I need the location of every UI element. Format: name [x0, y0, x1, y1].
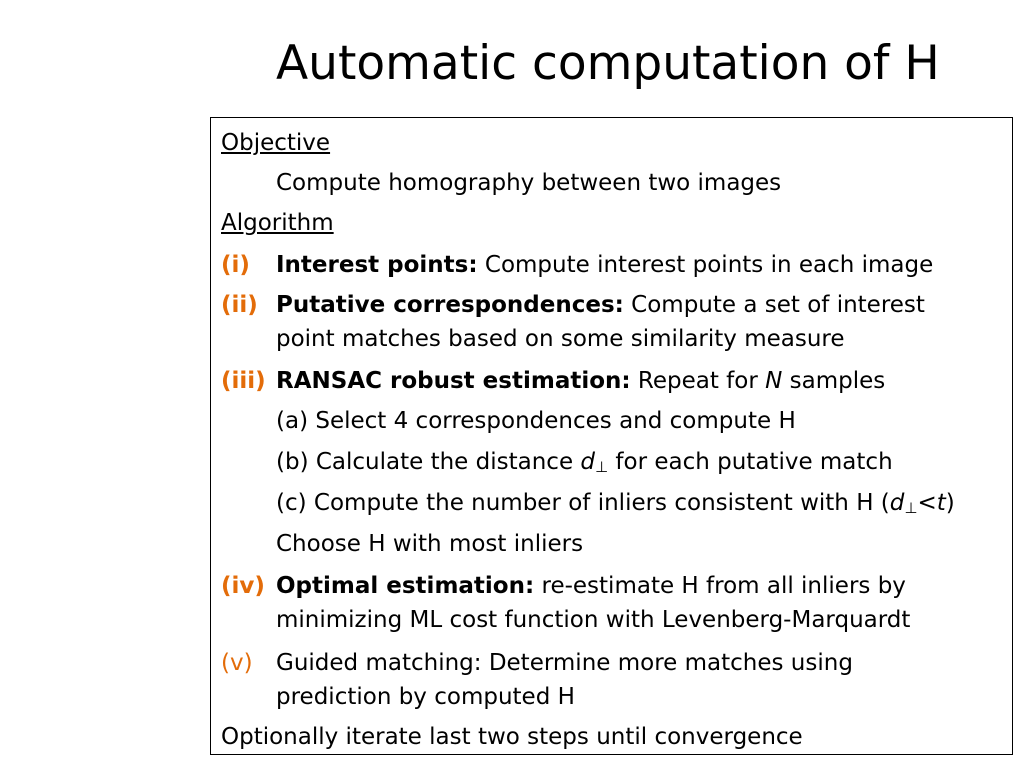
- step-ii-bold: Putative correspondences:: [276, 292, 624, 318]
- substep-c-t: t: [936, 490, 946, 516]
- substep-b-var: d: [580, 449, 596, 475]
- step-label-iii: (iii): [221, 368, 266, 394]
- step-iv: [276, 570, 906, 602]
- step-iii-var-n: N: [765, 368, 783, 394]
- algorithm-heading: Algorithm: [221, 210, 334, 236]
- step-label-iv: (iv): [221, 573, 265, 599]
- substep-b-pre: (b) Calculate the distance: [276, 449, 581, 475]
- ransac-choose: Choose H with most inliers: [276, 531, 584, 557]
- step-label-v: (v): [221, 650, 253, 676]
- substep-c-var: d: [889, 490, 905, 516]
- step-iv-text-line2: minimizing ML cost function with Levenberg-Marquardt: [276, 607, 911, 633]
- step-iv-text: re-estimate H from all inliers by: [534, 573, 906, 599]
- slide-title: Automatic computation of H: [276, 36, 940, 91]
- substep-c-sub: ⊥: [904, 499, 918, 517]
- step-i: [276, 249, 933, 281]
- step-label-ii: (ii): [221, 292, 258, 318]
- content-panel: [210, 117, 1013, 755]
- ransac-substep-b: [276, 446, 893, 483]
- step-iii-text: Repeat for: [630, 368, 766, 394]
- substep-c-post: ): [945, 490, 955, 516]
- step-ii-text-line2: point matches based on some similarity measure: [276, 326, 845, 352]
- step-iii-text-after: samples: [782, 368, 886, 394]
- step-v-text-line2: prediction by computed H: [276, 684, 575, 710]
- substep-c-pre: (c) Compute the number of inliers consistent with H (: [276, 490, 890, 516]
- step-i-text: Compute interest points in each image: [477, 252, 934, 278]
- step-ii-text: Compute a set of interest: [623, 292, 925, 318]
- step-ii: [276, 289, 925, 321]
- step-iii: [276, 365, 885, 397]
- objective-text: Compute homography between two images: [276, 170, 782, 196]
- step-label-i: (i): [221, 252, 250, 278]
- footer-text: Optionally iterate last two steps until convergence: [221, 724, 803, 750]
- step-v-text: Guided matching: Determine more matches using: [276, 650, 853, 676]
- ransac-substep-c: [276, 487, 955, 524]
- step-i-bold: Interest points:: [276, 252, 478, 278]
- substep-b-sub: ⊥: [595, 458, 609, 476]
- step-iv-bold: Optimal estimation:: [276, 573, 535, 599]
- substep-c-lt: <: [917, 490, 937, 516]
- objective-heading: Objective: [221, 130, 331, 156]
- ransac-substep-a: (a) Select 4 correspondences and compute H: [276, 408, 796, 434]
- step-iii-bold: RANSAC robust estimation:: [276, 368, 631, 394]
- substep-b-post: for each putative match: [608, 449, 893, 475]
